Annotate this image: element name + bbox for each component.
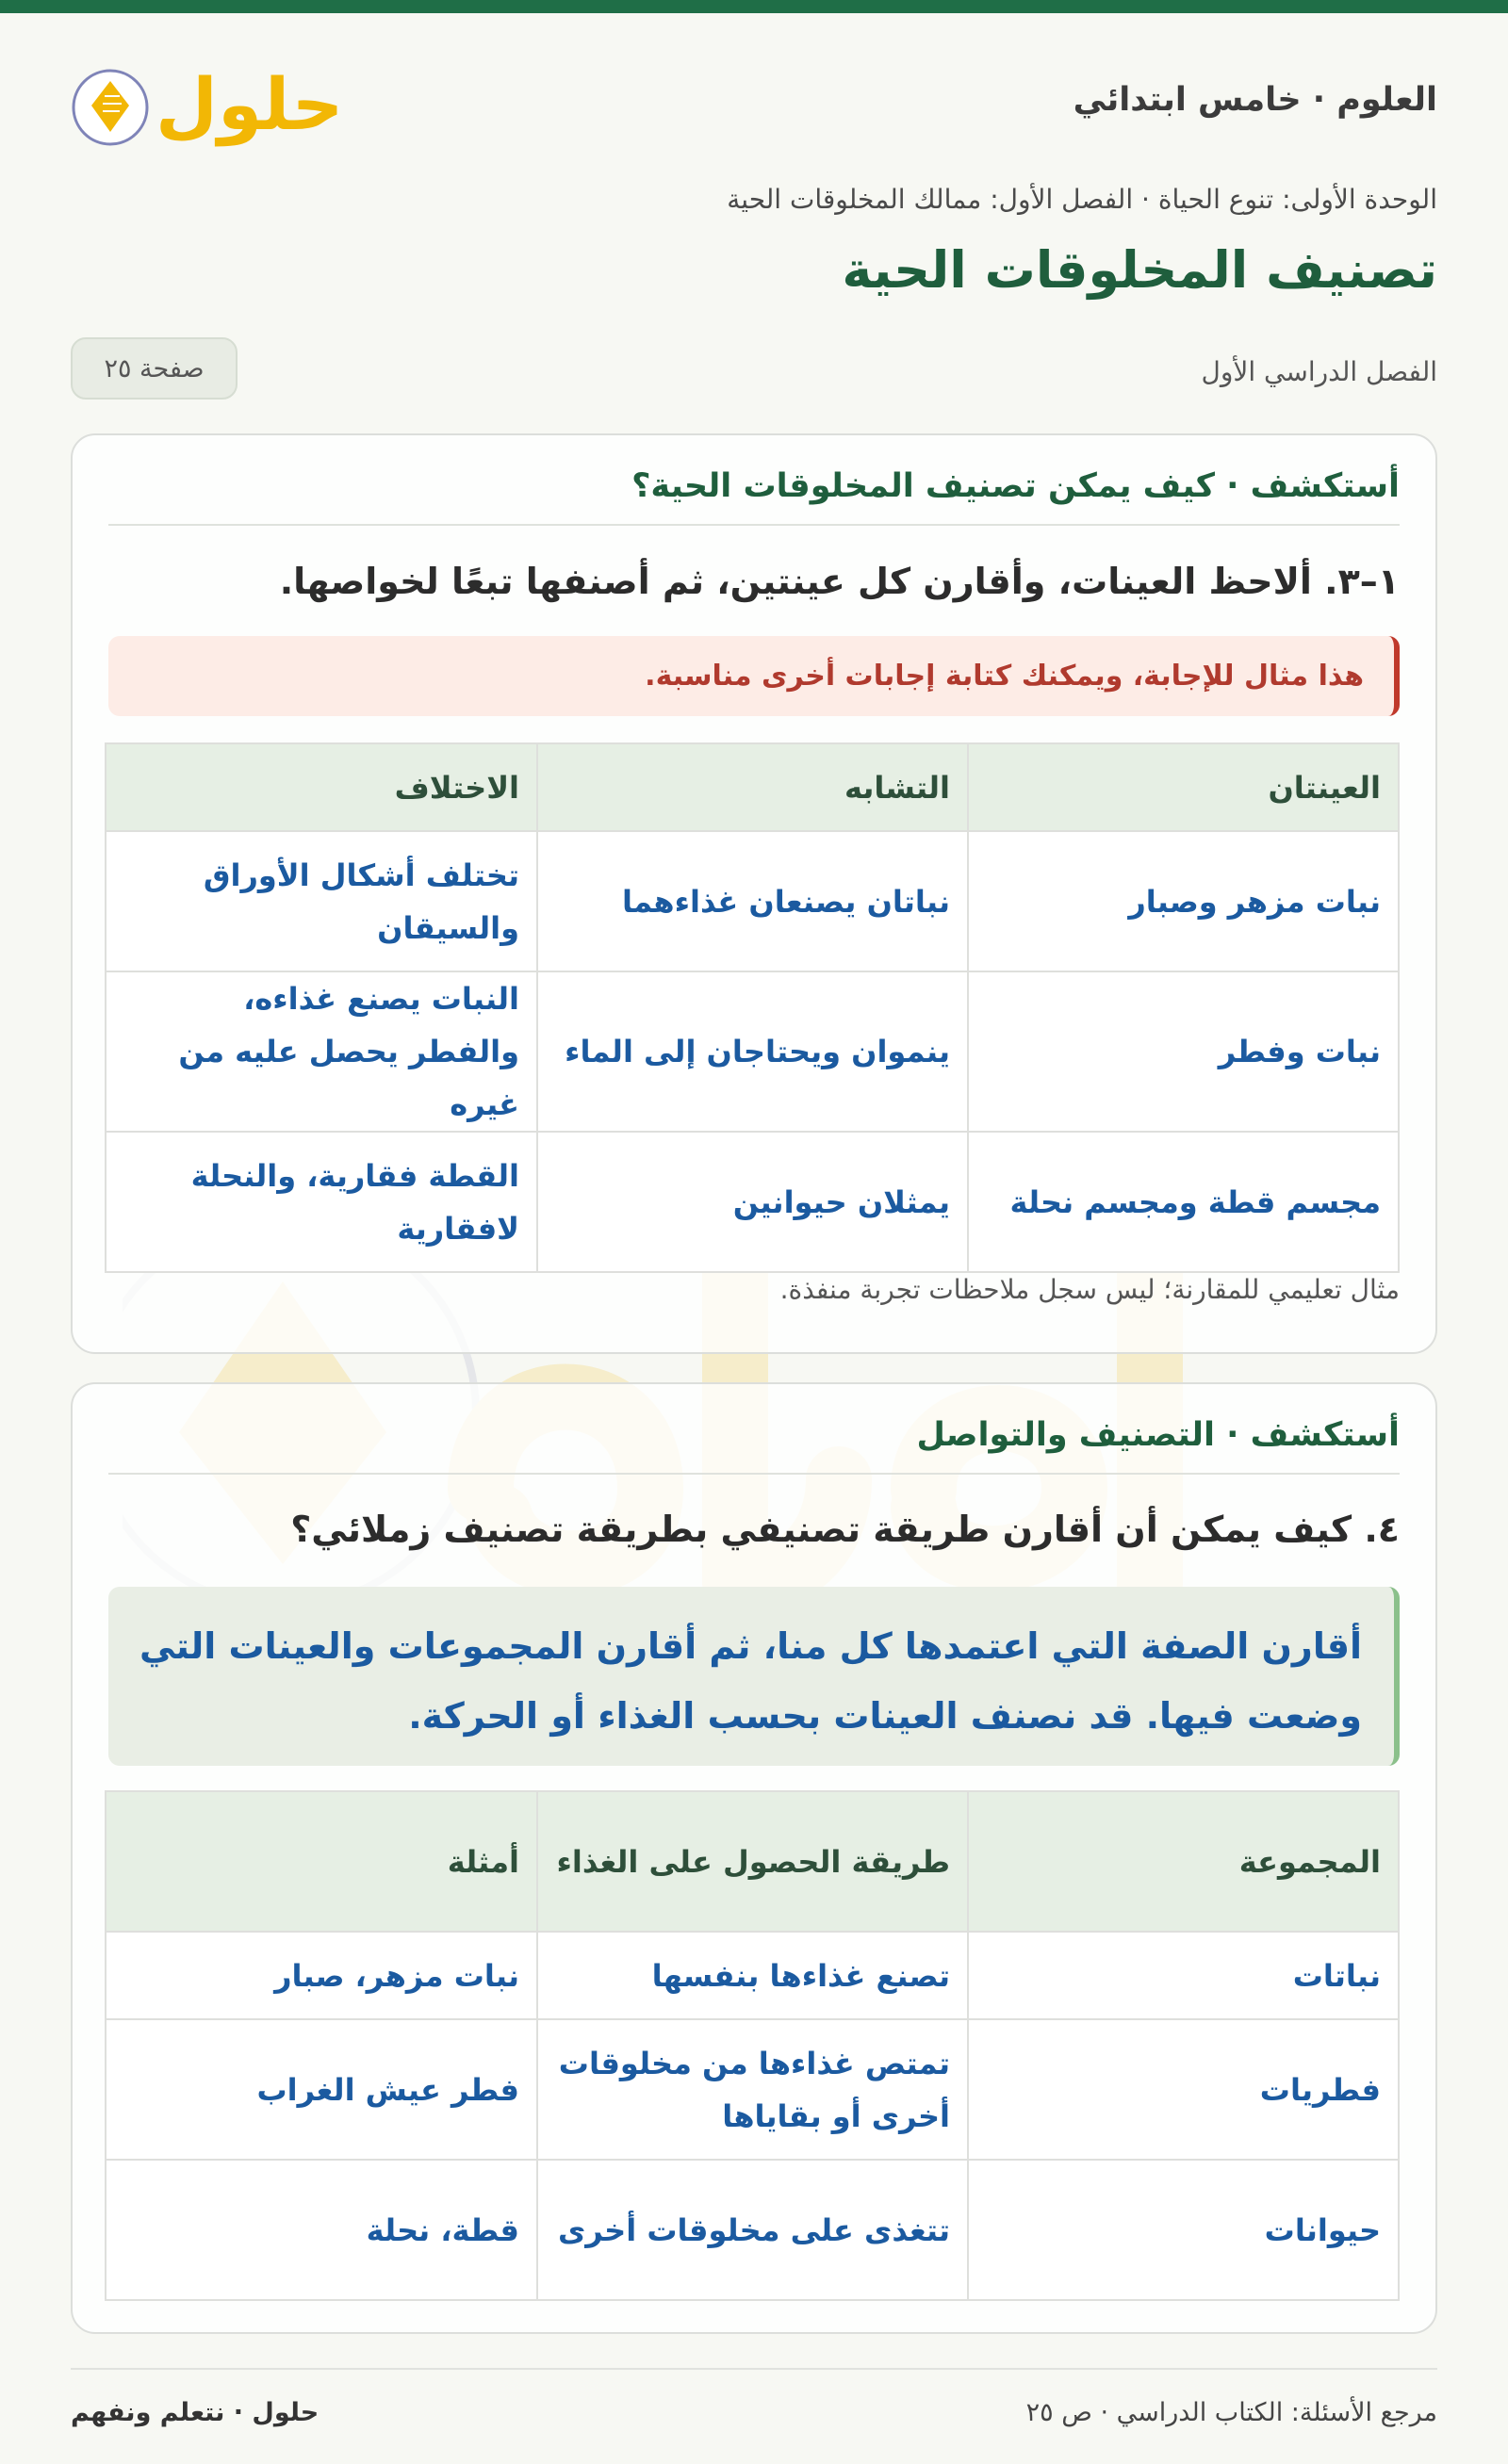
- table-cell: نبات مزهر، صبار: [106, 1932, 537, 2019]
- column-header: العينتان: [968, 743, 1399, 831]
- answer-box: أقارن الصفة التي اعتمدها كل منا، ثم أقارن المجموعات والعينات التي وضعت فيها. قد نصنف العينات بحسب الغذاء أو الحركة.: [108, 1587, 1400, 1766]
- footer-brand: حلول · نتعلم ونفهم: [71, 2398, 320, 2427]
- table-row: [106, 2160, 1399, 2300]
- table-header-row: [106, 1791, 1399, 1932]
- table-row: [106, 831, 1399, 971]
- table-cell: فطريات: [968, 2019, 1399, 2160]
- top-accent-bar: [0, 0, 1508, 13]
- table-cell: القطة فقارية، والنحلة لافقارية: [106, 1132, 537, 1272]
- breadcrumb: الوحدة الأولى: تنوع الحياة · الفصل الأول: ممالك المخلوقات الحية: [727, 184, 1437, 215]
- question-reference: مرجع الأسئلة: الكتاب الدراسي · ص ٢٥: [1025, 2398, 1437, 2427]
- comparison-table: [105, 742, 1400, 1273]
- table-cell: تختلف أشكال الأوراق والسيقان: [106, 831, 537, 971]
- table-row: [106, 1132, 1399, 1272]
- column-header: أمثلة: [106, 1791, 537, 1932]
- hulul-logo[interactable]: [71, 58, 344, 153]
- table-cell: تتغذى على مخلوقات أخرى: [537, 2160, 968, 2300]
- page-title: تصنيف المخلوقات الحية: [842, 240, 1437, 300]
- table-row: [106, 2019, 1399, 2160]
- table-cell: نباتات: [968, 1932, 1399, 2019]
- table-row: [106, 1932, 1399, 2019]
- table-header-row: [106, 743, 1399, 831]
- term-label: الفصل الدراسي الأول: [1201, 356, 1437, 387]
- subject-grade-label: العلوم · خامس ابتدائي: [1073, 81, 1437, 119]
- page-header: [71, 58, 1437, 153]
- table-cell: حيوانات: [968, 2160, 1399, 2300]
- page-footer: [71, 2368, 1437, 2427]
- table-cell: النبات يصنع غذاءه، والفطر يحصل عليه من غيره: [106, 971, 537, 1132]
- table-cell: نبات مزهر وصبار: [968, 831, 1399, 971]
- sample-answer-note: هذا مثال للإجابة، ويمكنك كتابة إجابات أخرى مناسبة.: [108, 636, 1400, 716]
- question-1-3: ١–٣. ألاحظ العينات، وأقارن كل عينتين، ثم أصنفها تبعًا لخواصها.: [279, 561, 1400, 602]
- table-cell: تصنع غذاءها بنفسها: [537, 1932, 968, 2019]
- grouping-table: [105, 1790, 1400, 2301]
- column-header: التشابه: [537, 743, 968, 831]
- table-cell: قطة، نحلة: [106, 2160, 537, 2300]
- table-cell: نبات وفطر: [968, 971, 1399, 1132]
- table-cell: ينموان ويحتاجان إلى الماء: [537, 971, 968, 1132]
- column-header: طريقة الحصول على الغذاء: [537, 1791, 968, 1932]
- section-title: أستكشف · التصنيف والتواصل: [108, 1416, 1400, 1475]
- explore-communication-card: [71, 1382, 1437, 2334]
- question-4: ٤. كيف يمكن أن أقارن طريقة تصنيفي بطريقة تصنيف زملائي؟: [290, 1509, 1400, 1550]
- table-cell: يمثلان حيوانين: [537, 1132, 968, 1272]
- section-title: أستكشف · كيف يمكن تصنيف المخلوقات الحية؟: [108, 467, 1400, 526]
- column-header: الاختلاف: [106, 743, 537, 831]
- table-row: [106, 971, 1399, 1132]
- table-cell: تمتص غذاءها من مخلوقات أخرى أو بقاياها: [537, 2019, 968, 2160]
- table-cell: فطر عيش الغراب: [106, 2019, 537, 2160]
- logo-text: حلول: [156, 62, 344, 146]
- table-caption: مثال تعليمي للمقارنة؛ ليس سجل ملاحظات تجربة منفذة.: [779, 1274, 1400, 1305]
- explore-classification-card: [71, 433, 1437, 1354]
- page-number-badge: صفحة ٢٥: [71, 337, 238, 400]
- table-cell: نباتان يصنعان غذاءهما: [537, 831, 968, 971]
- column-header: المجموعة: [968, 1791, 1399, 1932]
- table-cell: مجسم قطة ومجسم نحلة: [968, 1132, 1399, 1272]
